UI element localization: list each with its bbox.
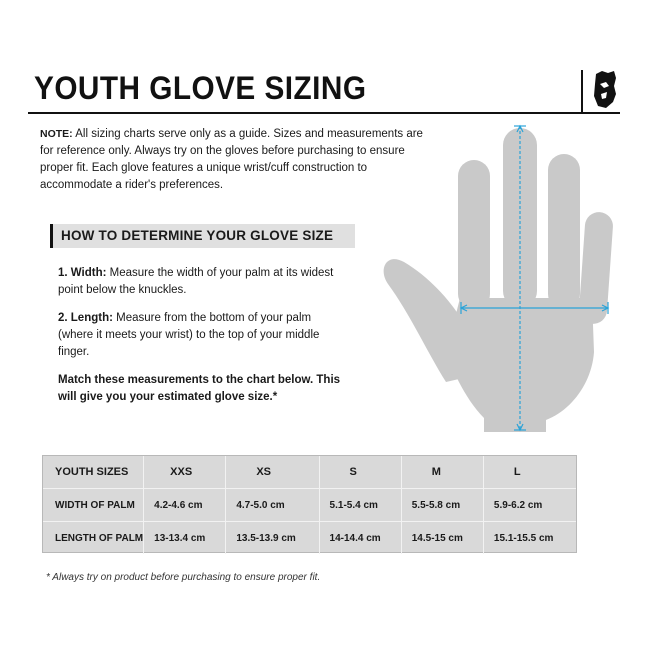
table-cell: 13-13.4 cm: [144, 522, 226, 555]
footnote: * Always try on product before purchasing to ensure proper fit.: [46, 572, 321, 583]
table-header-cell: S: [319, 456, 401, 489]
step-width-label: 1. Width:: [58, 267, 107, 279]
table-row-label: LENGTH OF PALM: [43, 522, 144, 555]
step-length-label: 2. Length:: [58, 312, 113, 324]
table-cell: 5.9-6.2 cm: [483, 489, 576, 522]
page-title: YOUTH GLOVE SIZING: [34, 70, 367, 106]
table-cell: 5.5-5.8 cm: [401, 489, 483, 522]
logo-divider: [581, 70, 583, 112]
table-cell: 13.5-13.9 cm: [226, 522, 319, 555]
helmet-logo-icon: [592, 70, 618, 110]
note-paragraph: [40, 126, 430, 194]
step-length: [58, 310, 348, 361]
table-row-label: WIDTH OF PALM: [43, 489, 144, 522]
howto-heading: HOW TO DETERMINE YOUR GLOVE SIZE: [61, 228, 334, 243]
table-row: [43, 489, 576, 522]
note-text: All sizing charts serve only as a guide. Sizes and measurements are for reference only. Always try on the gloves before purchasing to ensure proper fit. Each glove features a unique wrist/cuff construction to accommodate a rider's preferences.: [40, 128, 423, 191]
howto-heading-box: [50, 224, 355, 248]
table-header-cell: XXS: [144, 456, 226, 489]
note-label: NOTE:: [40, 128, 73, 140]
table-row: [43, 522, 576, 555]
size-chart: [42, 455, 577, 553]
table-header-cell: XS: [226, 456, 319, 489]
table-header-cell: M: [401, 456, 483, 489]
size-table: [43, 456, 576, 554]
step-width-text: Measure the width of your palm at its widest point below the knuckles.: [58, 267, 334, 296]
table-header-cell: YOUTH SIZES: [55, 466, 129, 478]
table-cell: 14.5-15 cm: [401, 522, 483, 555]
hand-diagram: [376, 120, 626, 440]
match-instruction: Match these measurements to the chart below. This will give you your estimated glove size.*: [58, 374, 341, 403]
step-width: [58, 265, 348, 299]
step-length-text: Measure from the bottom of your palm (where it meets your wrist) to the top of your middle finger.: [58, 312, 320, 358]
table-cell: 4.7-5.0 cm: [226, 489, 319, 522]
table-header-cell: L: [483, 456, 576, 489]
table-header-row: [43, 456, 576, 489]
hand-silhouette: [384, 128, 614, 432]
title-underline: [28, 112, 620, 114]
table-cell: 4.2-4.6 cm: [144, 489, 226, 522]
table-cell: 5.1-5.4 cm: [319, 489, 401, 522]
table-cell: 15.1-15.5 cm: [483, 522, 576, 555]
table-cell: 14-14.4 cm: [319, 522, 401, 555]
